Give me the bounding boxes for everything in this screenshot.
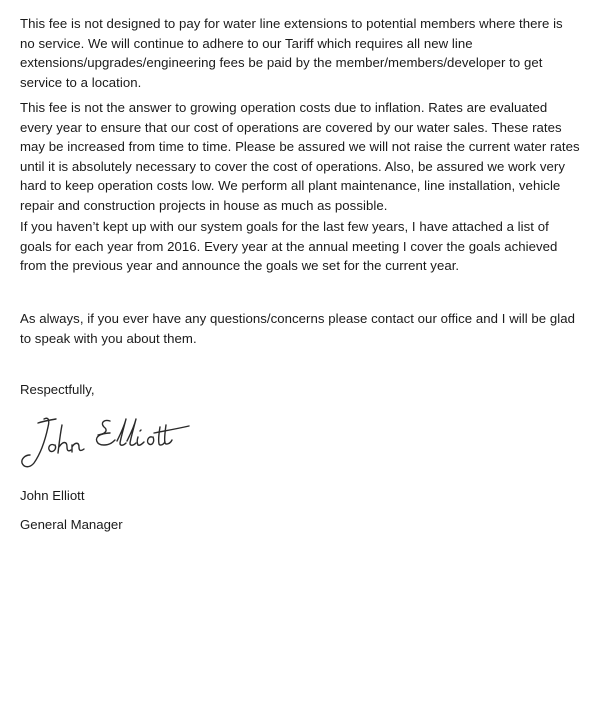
handwritten-signature (14, 405, 204, 475)
closing-salutation: Respectfully, (20, 382, 95, 397)
signer-name: John Elliott (20, 488, 85, 503)
paragraph-contact: As always, if you ever have any questions/concerns please contact our office and I will be glad to speak with you about them. (20, 311, 576, 346)
signer-title: General Manager (20, 517, 123, 532)
paragraph-operation-costs: This fee is not the answer to growing operation costs due to inflation. Rates are evaluated every year to ensure that our cost of operations are covered by our water sales. These rates may be increased from time to time. Please be assured we will not raise the current water rates until it is absolutely necessary to cover the cost of operations. Also, be assured we work very hard to keep operation costs low. We perform all plant maintenance, line installation, vehicle repair and construction projects in house as much as possible. (20, 100, 580, 213)
paragraph-system-goals: If you haven’t kept up with our system goals for the last few years, I have attached a list of goals for each year from 2016. Every year at the annual meeting I cover the goals achieved from the previous year and announce the goals we set for the current year. (20, 219, 558, 273)
paragraph-line-extensions: This fee is not designed to pay for water line extensions to potential members where there is no service. We will continue to adhere to our Tariff which requires all new line extensions/upgrades/engineering fees be paid by the member/members/developer to get service to a location. (20, 16, 563, 90)
